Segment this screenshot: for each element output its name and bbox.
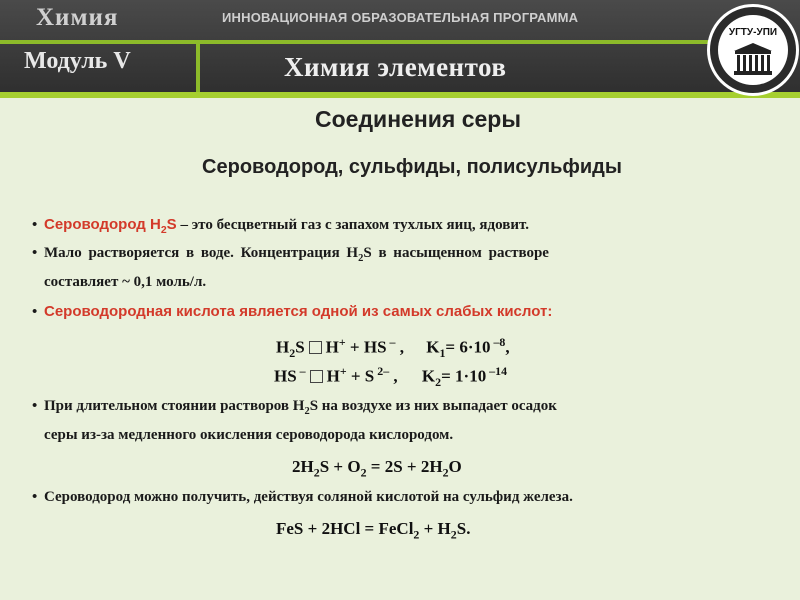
program-title: ИННОВАЦИОННАЯ ОБРАЗОВАТЕЛЬНАЯ ПРОГРАММА xyxy=(222,10,579,25)
header-bottom-line xyxy=(0,92,800,98)
paragraph-4-line-2: серы из-за медленного окисления сероводорода кислородом. xyxy=(44,427,454,443)
equation-2: HS – H+ + S $^{2-}$ , $K_2= 1\cdot 10$ $^{-14}$ xyxy=(274,364,508,390)
paragraph-5: • Сероводород можно получить, действуя соляной кислотой на сульфид железа. xyxy=(32,489,573,505)
course-title: Химия xyxy=(36,4,119,31)
module-label: Модуль V xyxy=(24,48,131,74)
equilibrium-icon xyxy=(310,370,323,383)
equation-4: FeS + 2HCl = FeCl$_2$ + $H_2S$. xyxy=(276,519,471,542)
term-h2s: Сероводород $H_2S$ xyxy=(44,216,177,236)
equilibrium-icon xyxy=(309,341,322,354)
building-icon xyxy=(732,41,774,77)
paragraph-3: • Сероводородная кислота является одной из самых слабых кислот: xyxy=(32,303,553,320)
weak-acid-statement: Сероводородная кислота является одной из самых слабых кислот: xyxy=(44,303,553,320)
section-title: Химия элементов xyxy=(284,52,507,82)
header-vertical-divider xyxy=(196,44,200,96)
equation-3: $2H_2S + O_2 = 2S + 2H_2O$ xyxy=(292,457,462,480)
logo-text: УГТУ-УПИ xyxy=(728,27,778,38)
university-logo xyxy=(707,4,799,96)
header-divider-line xyxy=(0,40,712,44)
slide-title: Соединения серы xyxy=(315,106,521,132)
paragraph-2: • Мало растворяется в воде. Концентрация $H_2S$ в насыщенном растворе xyxy=(32,245,549,264)
paragraph-1-text: – это бесцветный газ с запахом тухлых яиц, ядовит. xyxy=(176,217,529,233)
paragraph-2-line-2: составляет ~ 0,1 моль/л. xyxy=(44,274,207,290)
paragraph-4: • При длительном стоянии растворов $H_2S$ на воздухе из них выпадает осадок xyxy=(32,398,557,417)
bullet: • xyxy=(32,217,38,233)
slide-subtitle: Сероводород, сульфиды, полисульфиды xyxy=(202,156,622,178)
equation-1: $H_2S$ H+ + HS – , $K_1= 6\cdot 10$ $^{-8}$, xyxy=(276,335,510,361)
header-bar xyxy=(0,0,800,96)
paragraph-1 xyxy=(32,216,529,236)
